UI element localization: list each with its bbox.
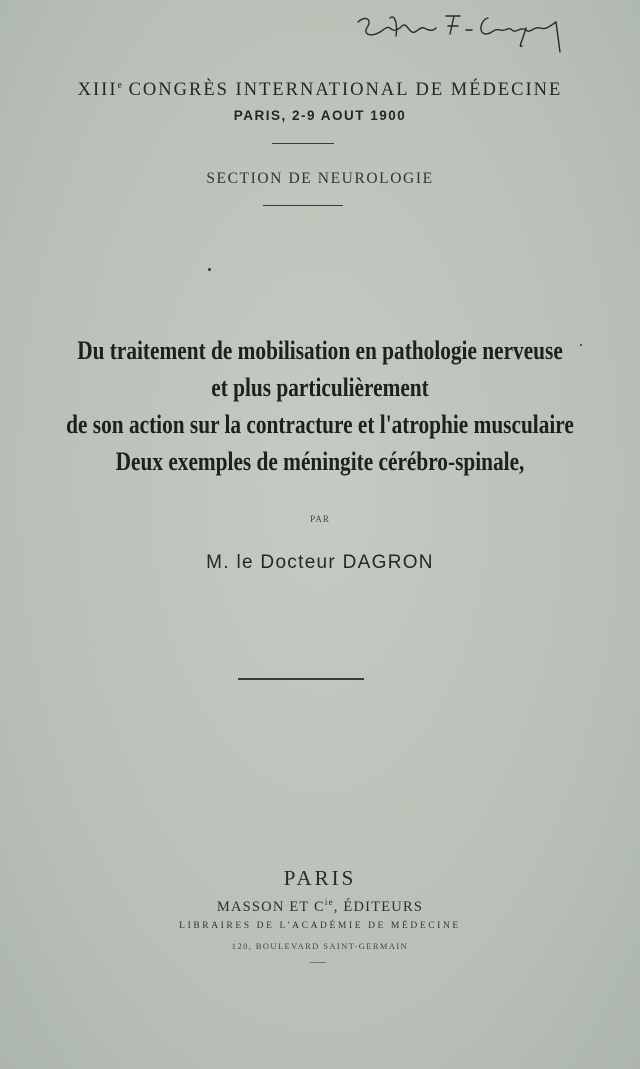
title-line-4: Deux exemples de méningite cérébro-spinale, [115, 447, 525, 476]
imprint-libraires: LIBRAIRES DE L'ACADÉMIE DE MÉDECINE [179, 921, 461, 931]
imprint-publisher [0, 897, 640, 916]
imprint-city: PARIS [283, 866, 357, 890]
section-heading: SECTION DE NEUROLOGIE [206, 170, 434, 187]
congress-numeral: XIII [77, 80, 118, 101]
title-line-2: et plus particulièrement [211, 373, 429, 402]
title-line-1: Du traitement de mobilisation en pathologie nerveuse [77, 336, 563, 365]
paper-speck [208, 268, 211, 271]
title-line-3: de son action sur la contracture et l'atrophie musculaire [66, 410, 574, 439]
publisher-suffix: , ÉDITEURS [333, 898, 424, 915]
congress-name: CONGRÈS INTERNATIONAL DE MÉDECINE [128, 80, 563, 101]
publisher-superscript: ie [324, 897, 334, 907]
handwritten-signature [350, 8, 570, 56]
divider-rule [238, 678, 364, 680]
divider-rule [263, 205, 343, 206]
congress-heading [0, 80, 640, 101]
congress-dates: PARIS, 2-9 AOUT 1900 [233, 108, 407, 123]
divider-rule [310, 962, 326, 963]
author-name: M. le Docteur DAGRON [206, 552, 434, 573]
congress-numeral-suffix: e [117, 80, 122, 91]
imprint-address: 120, BOULEVARD SAINT-GERMAIN [231, 941, 409, 951]
divider-rule [272, 143, 334, 144]
par-label: PAR [310, 514, 330, 524]
publisher-name: MASSON ET C [216, 898, 325, 915]
